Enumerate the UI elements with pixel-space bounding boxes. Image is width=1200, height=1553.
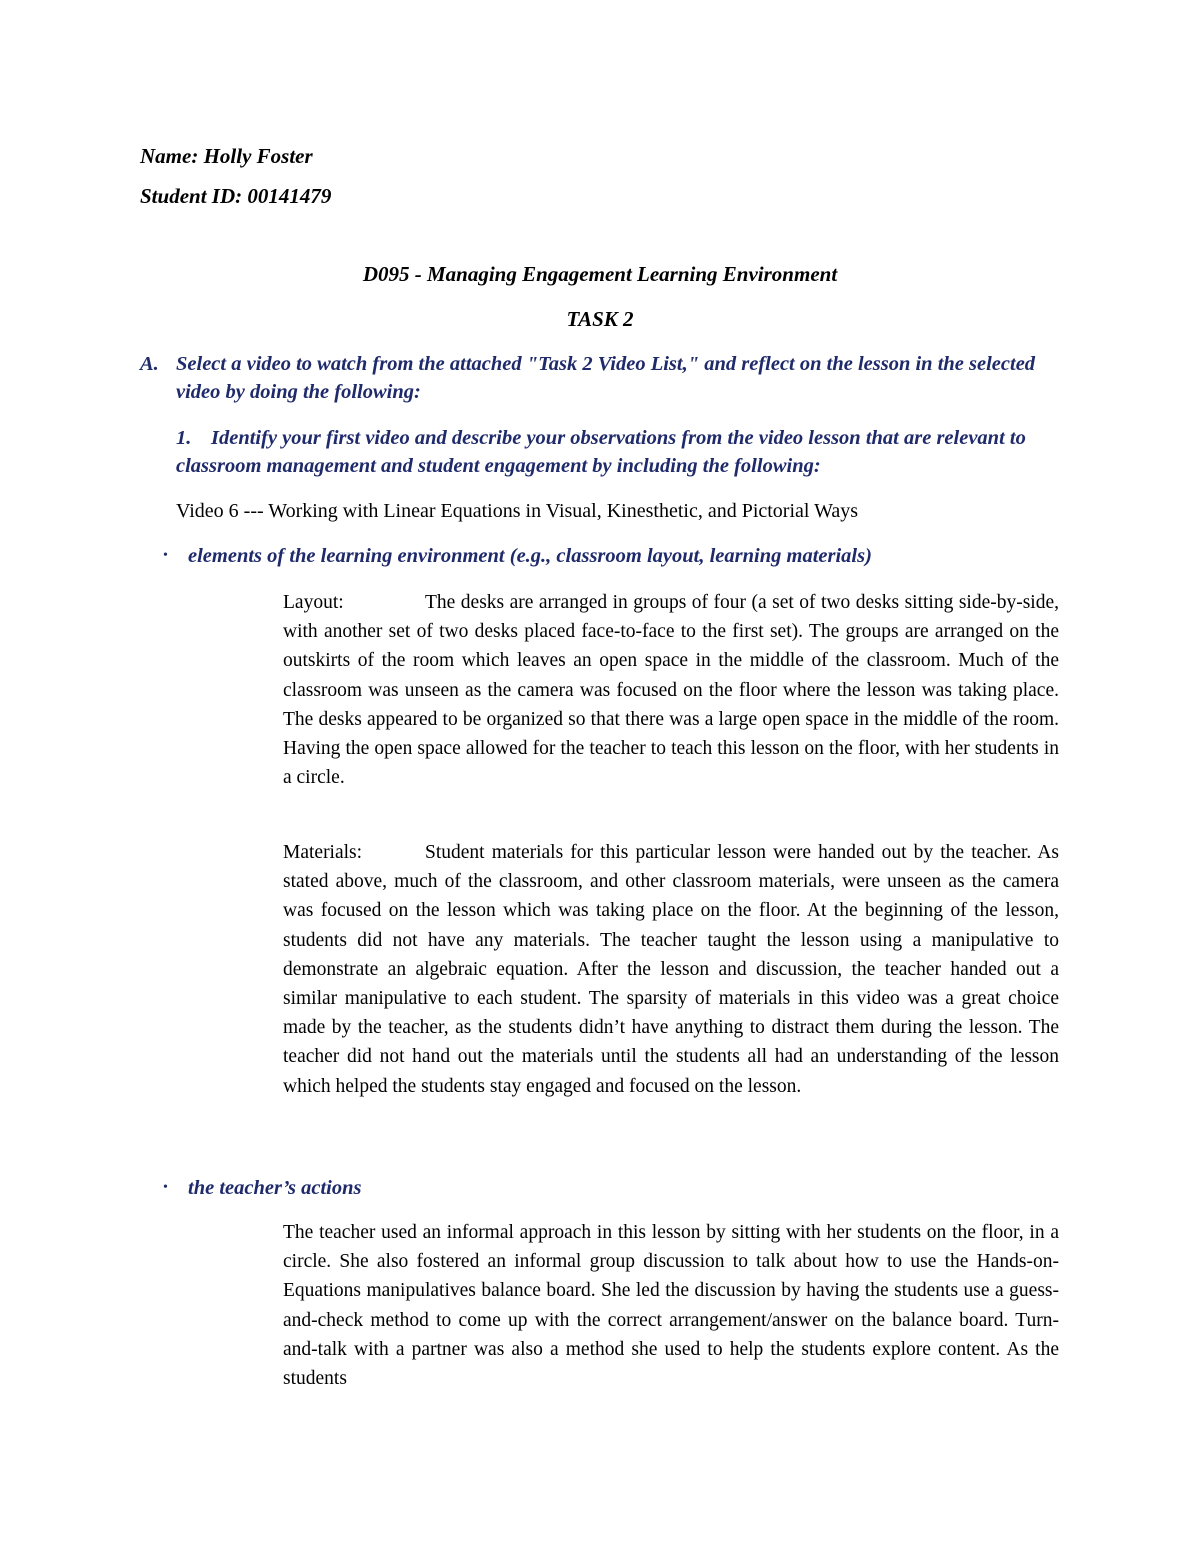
bullet-1-glyph: •	[163, 548, 168, 563]
subsection-1-numeral-inline: 1.	[176, 427, 192, 449]
bullet-1-heading: elements of the learning environment (e.g., classroom layout, learning materials)	[188, 545, 872, 567]
materials-paragraph	[283, 838, 1059, 1101]
teacher-actions-paragraph	[283, 1218, 1059, 1393]
layout-paragraph	[283, 588, 1059, 792]
section-a-prompt: Select a video to watch from the attached "Task 2 Video List," and reflect on the lesson in the selected video by doing the following:	[176, 353, 1036, 403]
layout-text: The desks are arranged in groups of four (a set of two desks sitting side-by-side, with another set of two desks placed face-to-face to the first set). The groups are arranged on the outskirts of the room which leaves an open space in the middle of the classroom. Much of the classroom was unseen as the camera was focused on the floor where the lesson was taking place. The desks appeared to be organized so that there was a large open space in the middle of the room. Having the open space allowed for the teacher to teach this lesson on the floor, with her students in a circle.	[283, 592, 1059, 789]
subsection-1-prompt-text	[176, 424, 1061, 480]
subsection-1-prompt-inline: Identify your first video and describe your observations from the video lesson that are relevant to classroom management and student engagement by including the following:	[176, 427, 1026, 477]
student-id: Student ID: 00141479	[140, 184, 332, 208]
video-title: Video 6 --- Working with Linear Equations in Visual, Kinesthetic, and Pictorial Ways	[176, 500, 859, 522]
bullet-2-heading: the teacher’s actions	[188, 1177, 362, 1199]
student-name: Name: Holly Foster	[140, 144, 313, 168]
bullet-2-glyph: •	[163, 1180, 168, 1195]
materials-label: Materials:	[283, 842, 363, 863]
teacher-actions-text: The teacher used an informal approach in this lesson by sitting with her students on the floor, in a circle. She also fostered an informal group discussion to talk about how to use the Hands-on-Equations manipulatives balance board. She led the discussion by having the students use a guess-and-check method to come up with the correct arrangement/answer on the balance board. Turn-and-talk with a partner was also a method she used to help the students explore content. As the students	[283, 1222, 1059, 1390]
task-title: TASK 2	[566, 307, 634, 331]
layout-label: Layout:	[283, 592, 344, 613]
section-a-letter: A.	[140, 353, 159, 375]
course-title: D095 - Managing Engagement Learning Environment	[362, 262, 838, 286]
materials-text: Student materials for this particular lesson were handed out by the teacher. As stated above, much of the classroom, and other classroom materials, were unseen as the camera was focused on the lesson which was taking place on the floor. At the beginning of the lesson, students did not have any materials. The teacher taught the lesson using a manipulative to demonstrate an algebraic equation. After the lesson and discussion, the teacher handed out a similar manipulative to each student. The sparsity of materials in this video was a great choice made by the teacher, as the students didn’t have anything to distract them during the lesson. The teacher did not hand out the materials until the students all had an understanding of the lesson which helped the students stay engaged and focused on the lesson.	[283, 842, 1059, 1097]
